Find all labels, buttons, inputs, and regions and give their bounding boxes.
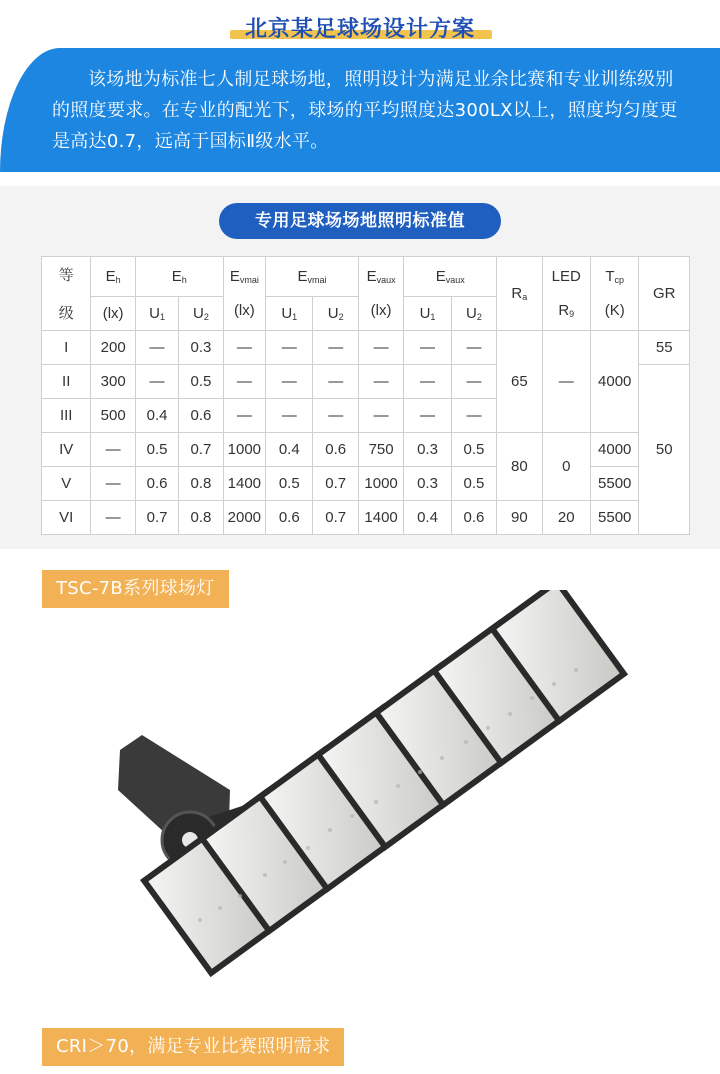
cell-evmai: 1000 [223, 433, 265, 467]
header-ra: $R_a$ [497, 257, 542, 331]
cell-eh: — [91, 467, 135, 501]
intro-text-block [52, 64, 682, 157]
cell-evmai: 1400 [223, 467, 265, 501]
cell-au1: 0.4 [404, 501, 451, 535]
cell-grade: IV [42, 433, 91, 467]
table-row [42, 501, 690, 535]
header-u2: $U_2$ [179, 297, 223, 331]
cell-ra: 65 [497, 331, 542, 433]
cri-tag: CRI＞70，满足专业比赛照明需求 [42, 1028, 344, 1066]
cell-au1: — [404, 365, 451, 399]
header-evmai: $E_{vmai}$ (lx) [223, 257, 265, 331]
cell-vu2: 0.7 [313, 467, 358, 501]
cell-tcp: 5500 [590, 501, 638, 535]
cell-tcp: 4000 [590, 433, 638, 467]
cell-grade: II [42, 365, 91, 399]
cell-gr: 55 [639, 331, 690, 365]
cell-vu1: 0.4 [266, 433, 313, 467]
cell-au1: — [404, 331, 451, 365]
header-u2: $U_2$ [313, 297, 358, 331]
cell-evmai: 2000 [223, 501, 265, 535]
table-row [42, 467, 690, 501]
header-u1: $U_1$ [266, 297, 313, 331]
cell-evaux: — [358, 399, 403, 433]
cell-u1: 0.6 [135, 467, 178, 501]
cell-grade: V [42, 467, 91, 501]
lighting-standards-table [41, 256, 690, 535]
table-row [42, 433, 690, 467]
cell-evmai: — [223, 399, 265, 433]
cell-vu2: — [313, 365, 358, 399]
cell-grade: I [42, 331, 91, 365]
header-grade: 等 级 [42, 257, 91, 331]
header-u1: $U_1$ [135, 297, 178, 331]
table-header-row [42, 257, 690, 297]
floodlight-image [80, 590, 640, 990]
cell-vu1: — [266, 399, 313, 433]
cell-vu1: 0.6 [266, 501, 313, 535]
cell-tcp: 5500 [590, 467, 638, 501]
cell-eh: — [91, 501, 135, 535]
cell-eh: 300 [91, 365, 135, 399]
cell-au2: 0.5 [451, 467, 496, 501]
cell-au2: — [451, 399, 496, 433]
cell-u2: 0.6 [179, 399, 223, 433]
cell-eh: — [91, 433, 135, 467]
cell-u2: 0.8 [179, 467, 223, 501]
page-title: 北京某足球场设计方案 [244, 17, 475, 42]
cell-vu2: — [313, 331, 358, 365]
header-gr: GR [639, 257, 690, 331]
cell-led: 20 [542, 501, 590, 535]
header-eh-unit: (lx) [91, 297, 135, 331]
header-tcp: $T_{cp}$ (K) [590, 257, 638, 331]
cell-u2: 0.3 [179, 331, 223, 365]
cell-vu1: — [266, 331, 313, 365]
cell-evaux: 750 [358, 433, 403, 467]
cell-evaux: — [358, 331, 403, 365]
intro-text: 该场地为标准七人制足球场地，照明设计为满足业余比赛和专业训练级别的照度要求。在专业的配光下，球场的平均照度达300LX以上，照度均匀度更是高达0.7，远高于国标Ⅱ级水平。 [52, 69, 678, 152]
cell-evmai: — [223, 365, 265, 399]
cell-led: 0 [542, 433, 590, 501]
cell-u2: 0.8 [179, 501, 223, 535]
header-u1: $U_1$ [404, 297, 451, 331]
cell-vu2: 0.7 [313, 501, 358, 535]
cell-evaux: 1000 [358, 467, 403, 501]
cell-vu2: — [313, 399, 358, 433]
product-series-tag: TSC-7B系列球场灯 [42, 570, 229, 608]
cell-au2: 0.5 [451, 433, 496, 467]
cell-au1: 0.3 [404, 433, 451, 467]
cell-ra: 90 [497, 501, 542, 535]
header-eh: $E_h$ [91, 257, 135, 297]
cell-au1: 0.3 [404, 467, 451, 501]
cell-u1: 0.5 [135, 433, 178, 467]
header-evaux-uniformity: $E_{vaux}$ [404, 257, 497, 297]
cell-evaux: 1400 [358, 501, 403, 535]
cell-vu2: 0.6 [313, 433, 358, 467]
cell-grade: III [42, 399, 91, 433]
table-row [42, 331, 690, 365]
cell-led: — [542, 331, 590, 433]
cell-au2: — [451, 365, 496, 399]
cell-eh: 200 [91, 331, 135, 365]
cell-u2: 0.7 [179, 433, 223, 467]
header-led-r9: LED $R_9$ [542, 257, 590, 331]
cell-grade: VI [42, 501, 91, 535]
cell-u2: 0.5 [179, 365, 223, 399]
header-evaux: $E_{vaux}$ (lx) [358, 257, 403, 331]
cell-eh: 500 [91, 399, 135, 433]
cell-tcp: 4000 [590, 331, 638, 433]
section-pill-label: 专用足球场场地照明标准值 [219, 203, 501, 239]
header-u2: $U_2$ [451, 297, 496, 331]
cell-vu1: 0.5 [266, 467, 313, 501]
cell-evaux: — [358, 365, 403, 399]
cell-vu1: — [266, 365, 313, 399]
header-evmai-uniformity: $E_{vmai}$ [266, 257, 359, 297]
cell-u1: — [135, 331, 178, 365]
title-area [0, 0, 720, 46]
header-eh-uniformity: $E_h$ [135, 257, 223, 297]
cell-u1: 0.4 [135, 399, 178, 433]
cell-au2: — [451, 331, 496, 365]
cell-ra: 80 [497, 433, 542, 501]
cell-u1: 0.7 [135, 501, 178, 535]
cell-u1: — [135, 365, 178, 399]
cell-gr: 50 [639, 365, 690, 535]
cell-au2: 0.6 [451, 501, 496, 535]
cell-evmai: — [223, 331, 265, 365]
cell-au1: — [404, 399, 451, 433]
